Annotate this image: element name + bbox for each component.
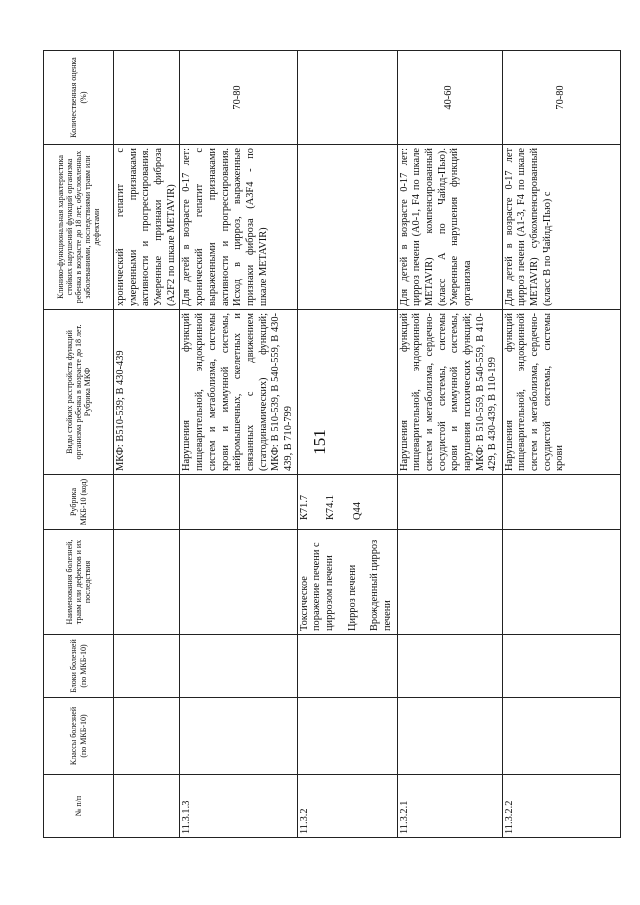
row-block: [114, 635, 180, 698]
row-types: Нарушения функций пищеварительной, эндокринной систем и метаболизма, сердечно-сосудистой системы, системы крови: [502, 310, 620, 475]
row-num: 11.3.2.2: [502, 775, 620, 838]
row-name: [397, 530, 502, 635]
row-class: [297, 698, 397, 775]
row-estimate: 70-80: [180, 51, 297, 145]
row-types: [297, 310, 397, 475]
rotated-page: [43, 51, 608, 838]
icd-code: К71.7: [298, 494, 310, 520]
table-row: [297, 51, 397, 838]
row-class: [114, 698, 180, 775]
row-types: МКФ: В510-539; В 430-439: [114, 310, 180, 475]
disease-name: Цирроз печени: [346, 564, 358, 631]
row-code: [502, 475, 620, 530]
row-code: [297, 475, 397, 530]
row-characteristic: Для детей в возрасте 0-17 лет: цирроз печени (A0-1, F4 по шкале METAVIR) компенсированный (класс А по Чайлд-Пью). Умеренные нарушения функций организма: [397, 145, 502, 310]
row-estimate: 40-60: [397, 51, 502, 145]
row-class: [180, 698, 297, 775]
header-blocks: Блоки болезней (по МКБ-10): [44, 635, 114, 698]
header-estimate: Количественная оценка (%): [44, 51, 114, 145]
disease-name: Токсическое поражение печени с циррозом печени: [298, 542, 335, 631]
row-types: Нарушения функций пищеварительной, эндокринной систем и метаболизма, сердечно-сосудистой системы, системы крови и иммунной системы, нарушения психических функций; МКФ: В 510-559, В 540-559, В 410-429, В 430-439, В 110-199: [397, 310, 502, 475]
table-row: [397, 51, 502, 838]
row-code: [180, 475, 297, 530]
disability-criteria-table: [43, 50, 621, 838]
header-classes: Классы болезней (по МКБ-10): [44, 698, 114, 775]
disease-name: Врожденный цирроз печени: [369, 539, 394, 631]
row-block: [297, 635, 397, 698]
row-characteristic: [297, 145, 397, 310]
row-class: [397, 698, 502, 775]
table-row: [180, 51, 297, 838]
row-estimate: [114, 51, 180, 145]
header-names: Наименования болезней, травм или дефектов и их последствия: [44, 530, 114, 635]
row-num: 11.3.1.3: [180, 775, 297, 838]
header-characteristic: Клинико-функциональная характеристика стойких нарушений функций организма ребенка в возрасте до 18 лет, обусловленных заболеваниями, последствиями травм или дефектами: [44, 145, 114, 310]
row-num: 11.3.2.1: [397, 775, 502, 838]
row-code: [114, 475, 180, 530]
table-row: [114, 51, 180, 838]
row-block: [397, 635, 502, 698]
table-row: [502, 51, 620, 838]
row-estimate: [297, 51, 397, 145]
row-estimate: 70-80: [502, 51, 620, 145]
row-num: [114, 775, 180, 838]
icd-code: К74.1: [325, 494, 337, 520]
page-number: 151: [310, 429, 329, 455]
row-name: [297, 530, 397, 635]
header-rubric: Рубрика МКБ-10 (код): [44, 475, 114, 530]
row-block: [502, 635, 620, 698]
row-name: [180, 530, 297, 635]
row-characteristic: Для детей в возрасте 0-17 лет: хронический гепатит с выраженными признаками активности и прогрессирования. Исход в цирроз, выраженные признаки фиброза (A3F4 - по шкале METAVIR): [180, 145, 297, 310]
icd-code: Q44: [352, 502, 363, 520]
row-class: [502, 698, 620, 775]
header-num: № п/п: [44, 775, 114, 838]
row-block: [180, 635, 297, 698]
row-characteristic: хронический гепатит с умеренными признаками активности и прогрессирования. Умеренные признаки фиброза (A2F2 по шкале METAVIR): [114, 145, 180, 310]
row-num: 11.3.2: [297, 775, 397, 838]
row-code: [397, 475, 502, 530]
row-characteristic: Для детей в возрасте 0-17 лет цирроз печени (A1-3, F4 по шкале METAVIR) субкомпенсированный (класс В по Чайлд-Пью) с: [502, 145, 620, 310]
row-name: [114, 530, 180, 635]
table-header-row: [44, 51, 114, 838]
header-types: Виды стойких расстройств функций организма ребенка в возрасте до 18 лет. Рубрика МКФ: [44, 310, 114, 475]
row-types: Нарушения функций пищеварительной, эндокринной систем и метаболизма, системы крови и иммунной системы, нейромышечных, скелетных и связанных с движением (статодинамических) функций; МКФ: В 510-539, В 540-559, В 430-439, В 710-799: [180, 310, 297, 475]
row-name: [502, 530, 620, 635]
